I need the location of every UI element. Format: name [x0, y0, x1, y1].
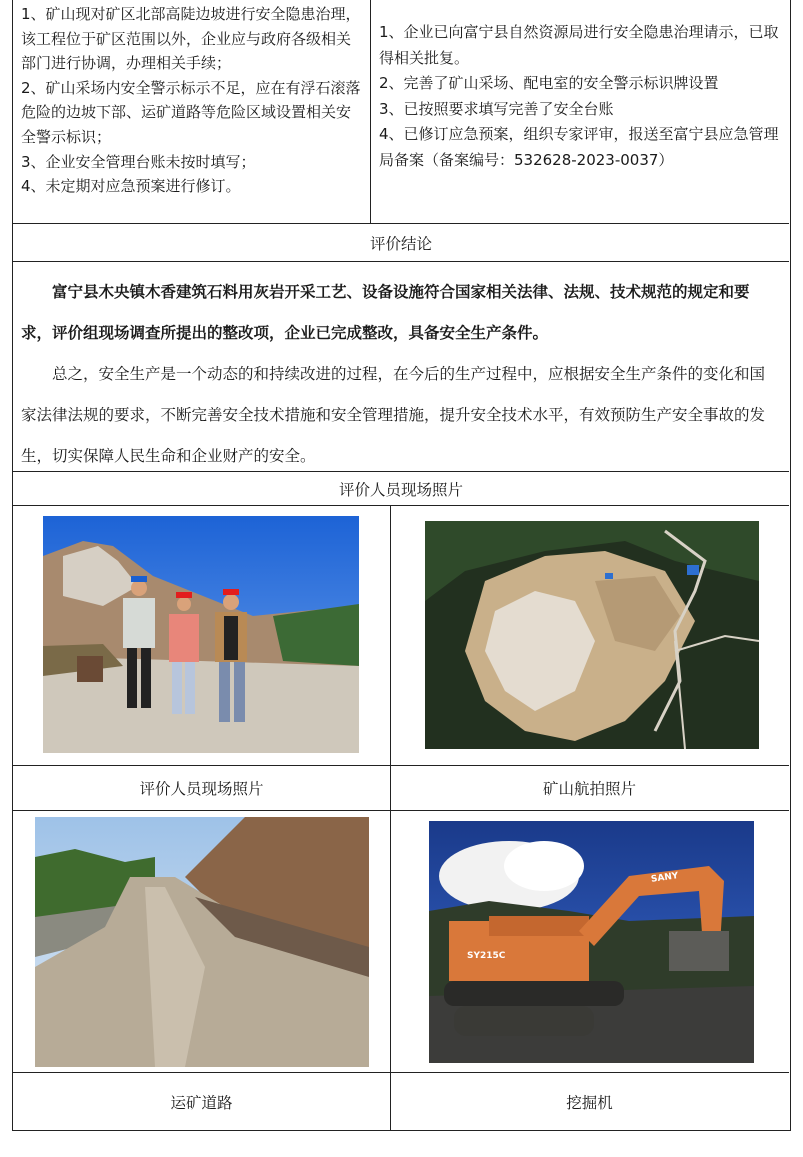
captions-row-1 — [13, 766, 789, 811]
captions-row-2 — [13, 1073, 789, 1131]
photo-caption: 评价人员现场照片 — [139, 780, 264, 798]
photos-header: 评价人员现场照片 — [13, 472, 789, 506]
evaluators-site-photo — [43, 516, 359, 753]
column-divider — [370, 0, 371, 223]
excavator-photo — [429, 821, 754, 1063]
document-page — [12, 0, 791, 1131]
rectification-item: 3、已按照要求填写完善了安全台账 — [379, 99, 614, 118]
rectification-item: 2、完善了矿山采场、配电室的安全警示标识牌设置 — [379, 74, 719, 92]
excavator-model: SY215C — [467, 951, 506, 961]
conclusion-paragraph: 总之，安全生产是一个动态的和持续改进的过程，在今后的生产过程中，应根据安全生产条件的变化和国家法律法规的要求，不断完善安全技术措施和安全管理措施，提升安全技术水平，有效预防生产安全事故的发生，切实保障人民生命和企业财产的安全。 — [21, 365, 766, 465]
conclusion-header: 评价结论 — [13, 224, 789, 262]
conclusion-body — [13, 262, 789, 472]
issue-item: 1、矿山现对矿区北部高陡边坡进行安全隐患治理，该工程位于矿区范围以外，企业应与政府各级相关部门进行协调，办理相关手续； — [21, 5, 361, 73]
conclusion-bold-paragraph: 富宁县木央镇木香建筑石料用灰岩开采工艺、设备设施符合国家相关法律、法规、技术规范的规定和要求，评价组现场调查所提出的整改项，企业已完成整改，具备安全生产条件。 — [21, 283, 750, 342]
issues-row — [13, 0, 789, 224]
rectification-item: 1、企业已向富宁县自然资源局进行安全隐患治理请示，已取得相关批复。 — [379, 23, 779, 67]
haul-road-photo — [35, 817, 369, 1067]
photos-row-1 — [13, 506, 789, 766]
column-divider — [390, 811, 391, 1072]
column-divider — [390, 506, 391, 765]
photos-row-2 — [13, 811, 789, 1073]
rectification-list — [379, 20, 783, 173]
photo-caption: 挖掘机 — [566, 1094, 613, 1112]
issues-list — [21, 2, 363, 199]
excavator-brand: SANY — [650, 871, 680, 885]
photo-caption: 矿山航拍照片 — [542, 780, 636, 798]
photo-caption: 运矿道路 — [170, 1094, 233, 1112]
mine-aerial-photo — [425, 521, 759, 749]
issue-item: 2、矿山采场内安全警示标示不足，应在有浮石滚落危险的边坡下部、运矿道路等危险区域设置相关安全警示标识； — [21, 78, 361, 146]
issue-item: 4、未定期对应急预案进行修订。 — [21, 177, 241, 196]
issue-item: 3、企业安全管理台账未按时填写； — [21, 152, 256, 171]
rectification-item: 4、已修订应急预案，组织专家评审，报送至富宁县应急管理局备案（备案编号：532628-2023-0037） — [379, 125, 779, 169]
